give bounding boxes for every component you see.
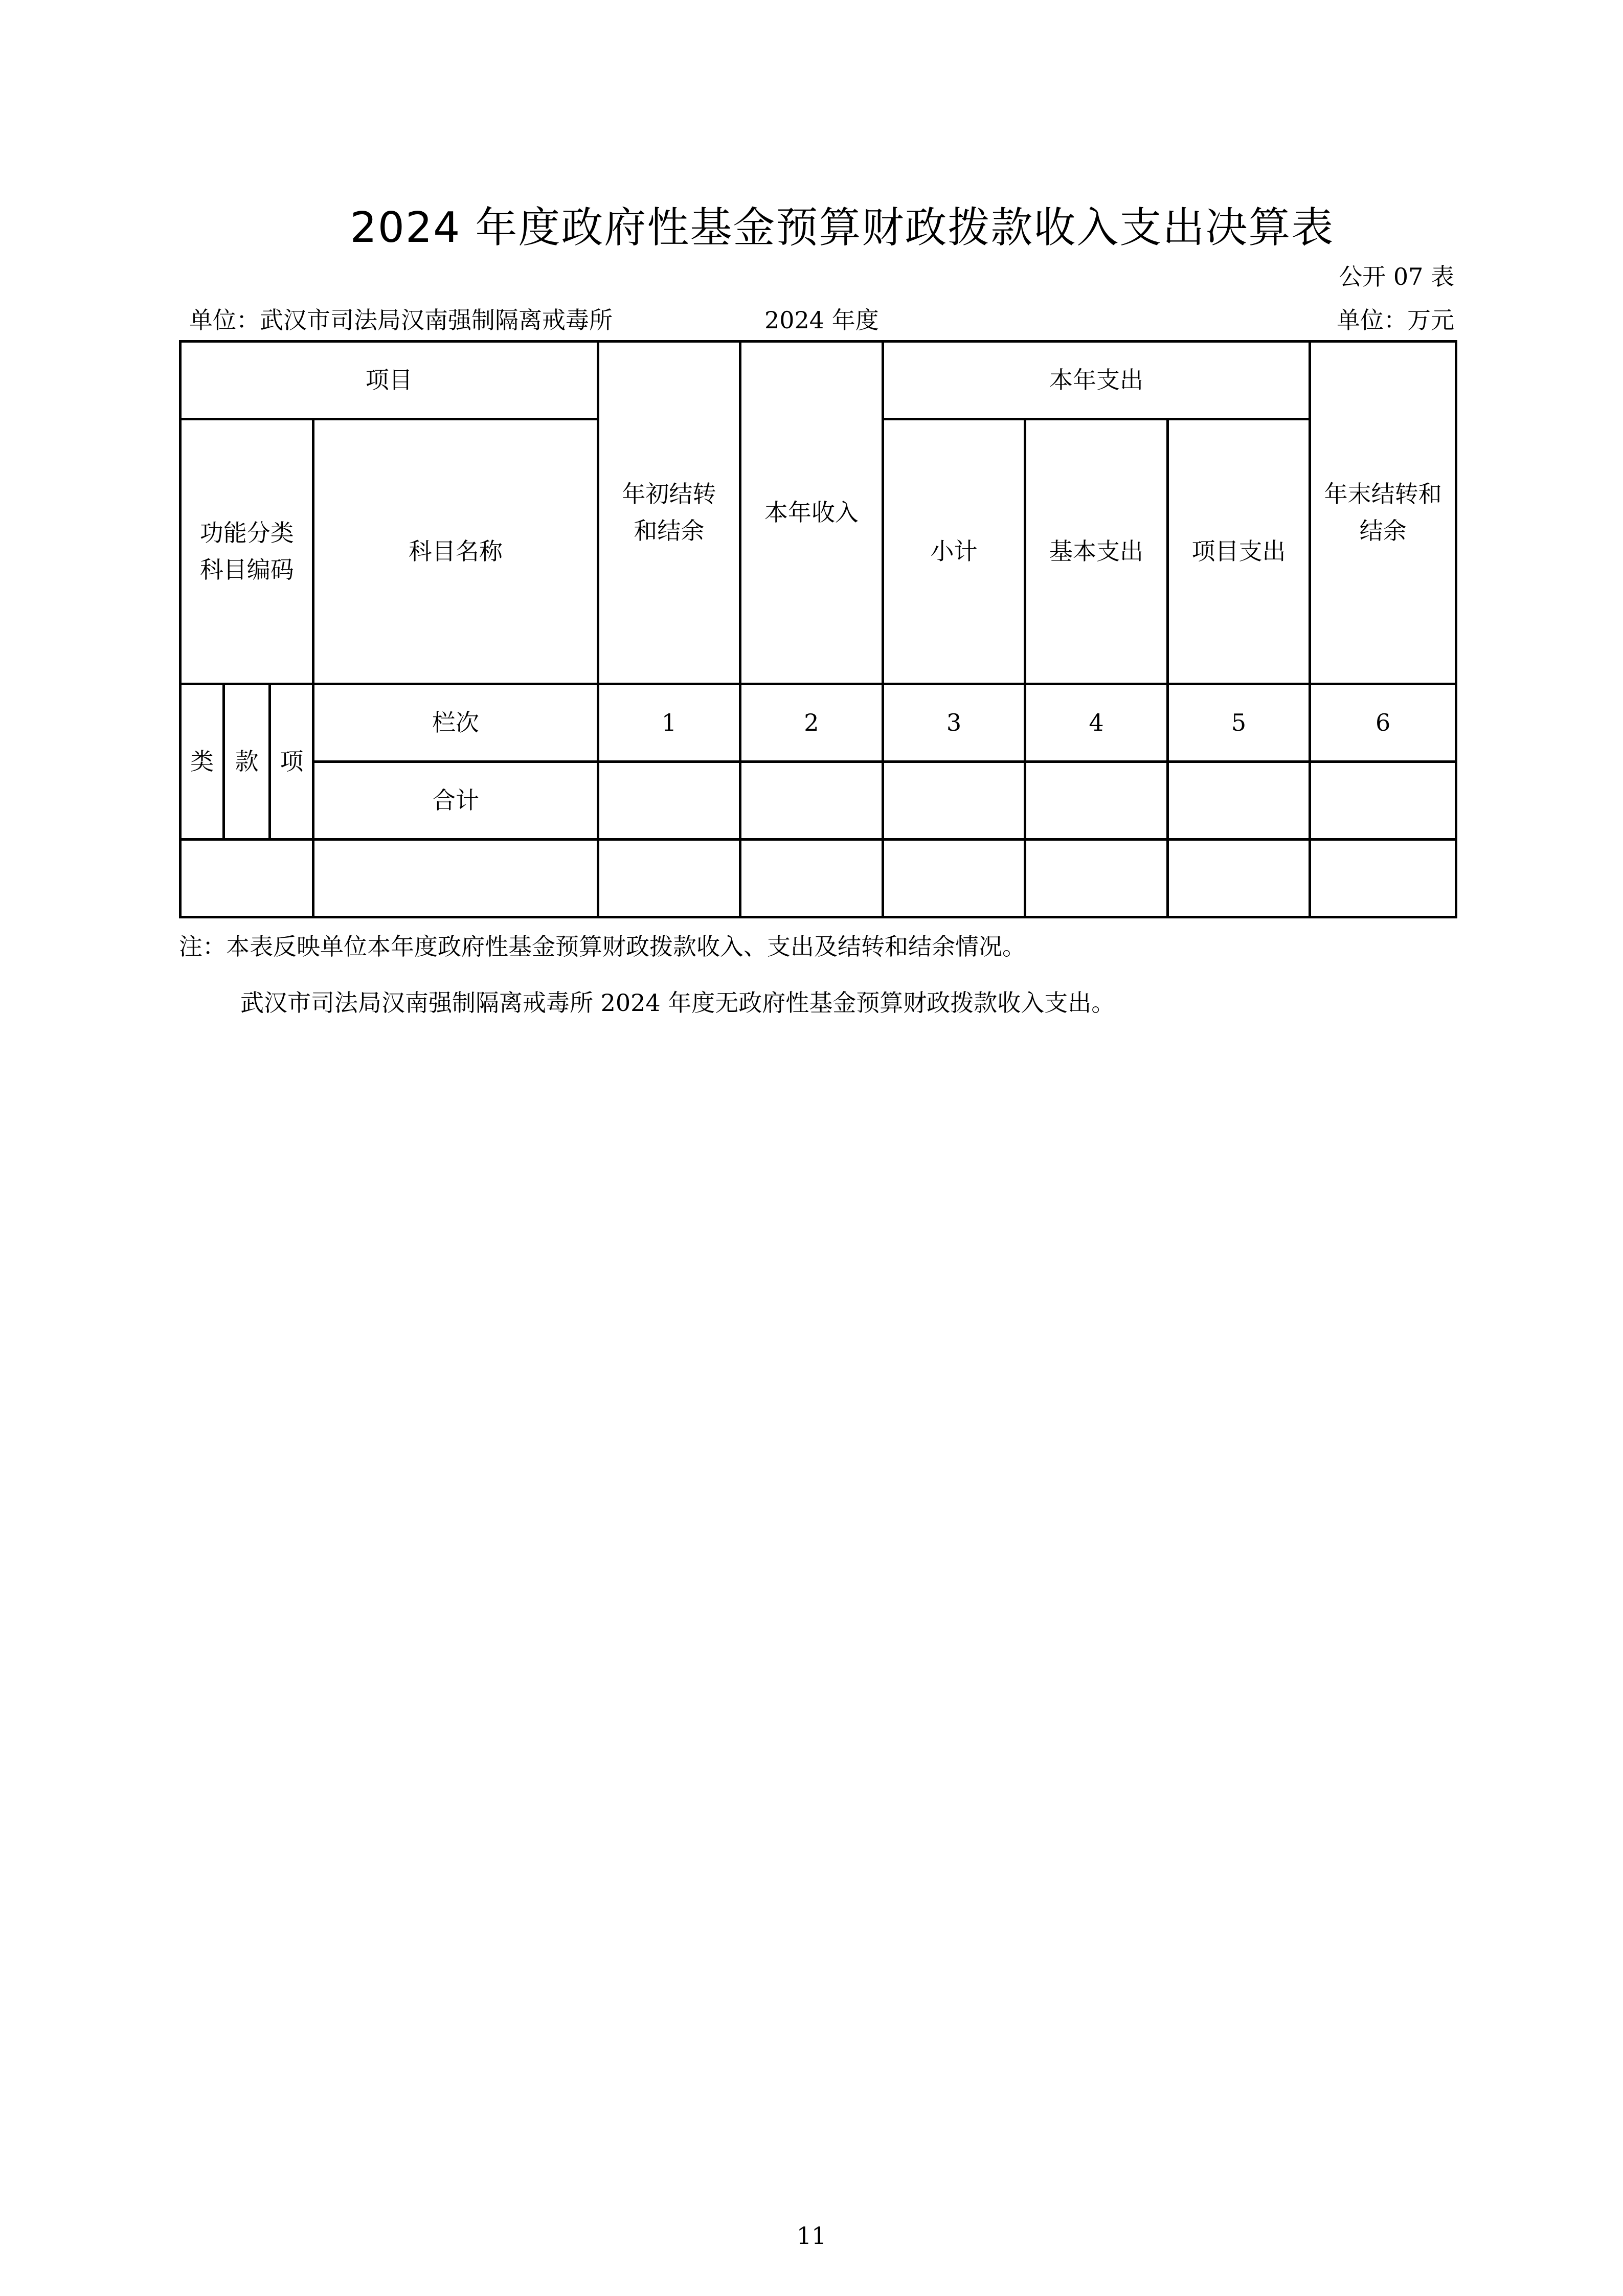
begin-balance-header [598, 342, 740, 684]
header-row-1 [181, 342, 1456, 419]
income-label: 本年收入 [764, 498, 859, 526]
kuan-header: 款 [224, 684, 270, 840]
end-balance-line1: 年末结转和 [1324, 480, 1442, 508]
currency-unit: 单位：万元 [1337, 306, 1454, 334]
project-expense-header: 项目支出 [1167, 419, 1310, 684]
item-header: 项目 [181, 342, 598, 419]
basic-expense-header: 基本支出 [1025, 419, 1168, 684]
empty-cell [1025, 840, 1168, 917]
column-row-label: 栏次 [313, 684, 598, 762]
expense-header: 本年支出 [883, 342, 1310, 419]
unit-organization: 单位：武汉市司法局汉南强制隔离戒毒所 [189, 306, 613, 334]
empty-data-row [181, 840, 1456, 917]
func-code-header [181, 419, 313, 684]
empty-cell [740, 840, 883, 917]
column-number: 2 [740, 684, 883, 762]
total-cell [1310, 762, 1456, 840]
page-number: 11 [796, 2222, 827, 2249]
total-row [181, 762, 1456, 840]
empty-cell [883, 840, 1025, 917]
xiang-header: 项 [270, 684, 313, 840]
func-code-line1: 功能分类 [199, 519, 294, 547]
empty-cell [313, 840, 598, 917]
end-balance-header [1310, 342, 1456, 684]
total-cell [598, 762, 740, 840]
fiscal-year: 2024 年度 [764, 306, 879, 334]
begin-balance-line1: 年初结转 [622, 480, 716, 508]
document-title: 2024 年度政府性基金预算财政拨款收入支出决算表 [350, 204, 1335, 252]
total-label: 合计 [313, 762, 598, 840]
total-cell [1025, 762, 1168, 840]
column-number: 3 [883, 684, 1025, 762]
total-cell [1167, 762, 1310, 840]
empty-cell [598, 840, 740, 917]
no-data-statement: 武汉市司法局汉南强制隔离戒毒所 2024 年度无政府性基金预算财政拨款收入支出。 [240, 989, 1115, 1017]
empty-cell [1310, 840, 1456, 917]
empty-cell [181, 840, 313, 917]
form-number: 公开 07 表 [1339, 263, 1454, 290]
subject-name-header: 科目名称 [313, 419, 598, 684]
column-number: 4 [1025, 684, 1168, 762]
column-number: 5 [1167, 684, 1310, 762]
lei-header: 类 [181, 684, 224, 840]
column-number: 6 [1310, 684, 1456, 762]
empty-cell [1167, 840, 1310, 917]
income-header [740, 342, 883, 684]
total-cell [740, 762, 883, 840]
column-number: 1 [598, 684, 740, 762]
begin-balance-line2: 和结余 [634, 516, 705, 545]
func-code-line2: 科目编码 [199, 555, 294, 583]
column-number-row [181, 684, 1456, 762]
budget-table [179, 340, 1457, 918]
table-note: 注：本表反映单位本年度政府性基金预算财政拨款收入、支出及结转和结余情况。 [179, 933, 1026, 960]
end-balance-line2: 结余 [1359, 516, 1407, 545]
subtotal-header: 小计 [883, 419, 1025, 684]
total-cell [883, 762, 1025, 840]
